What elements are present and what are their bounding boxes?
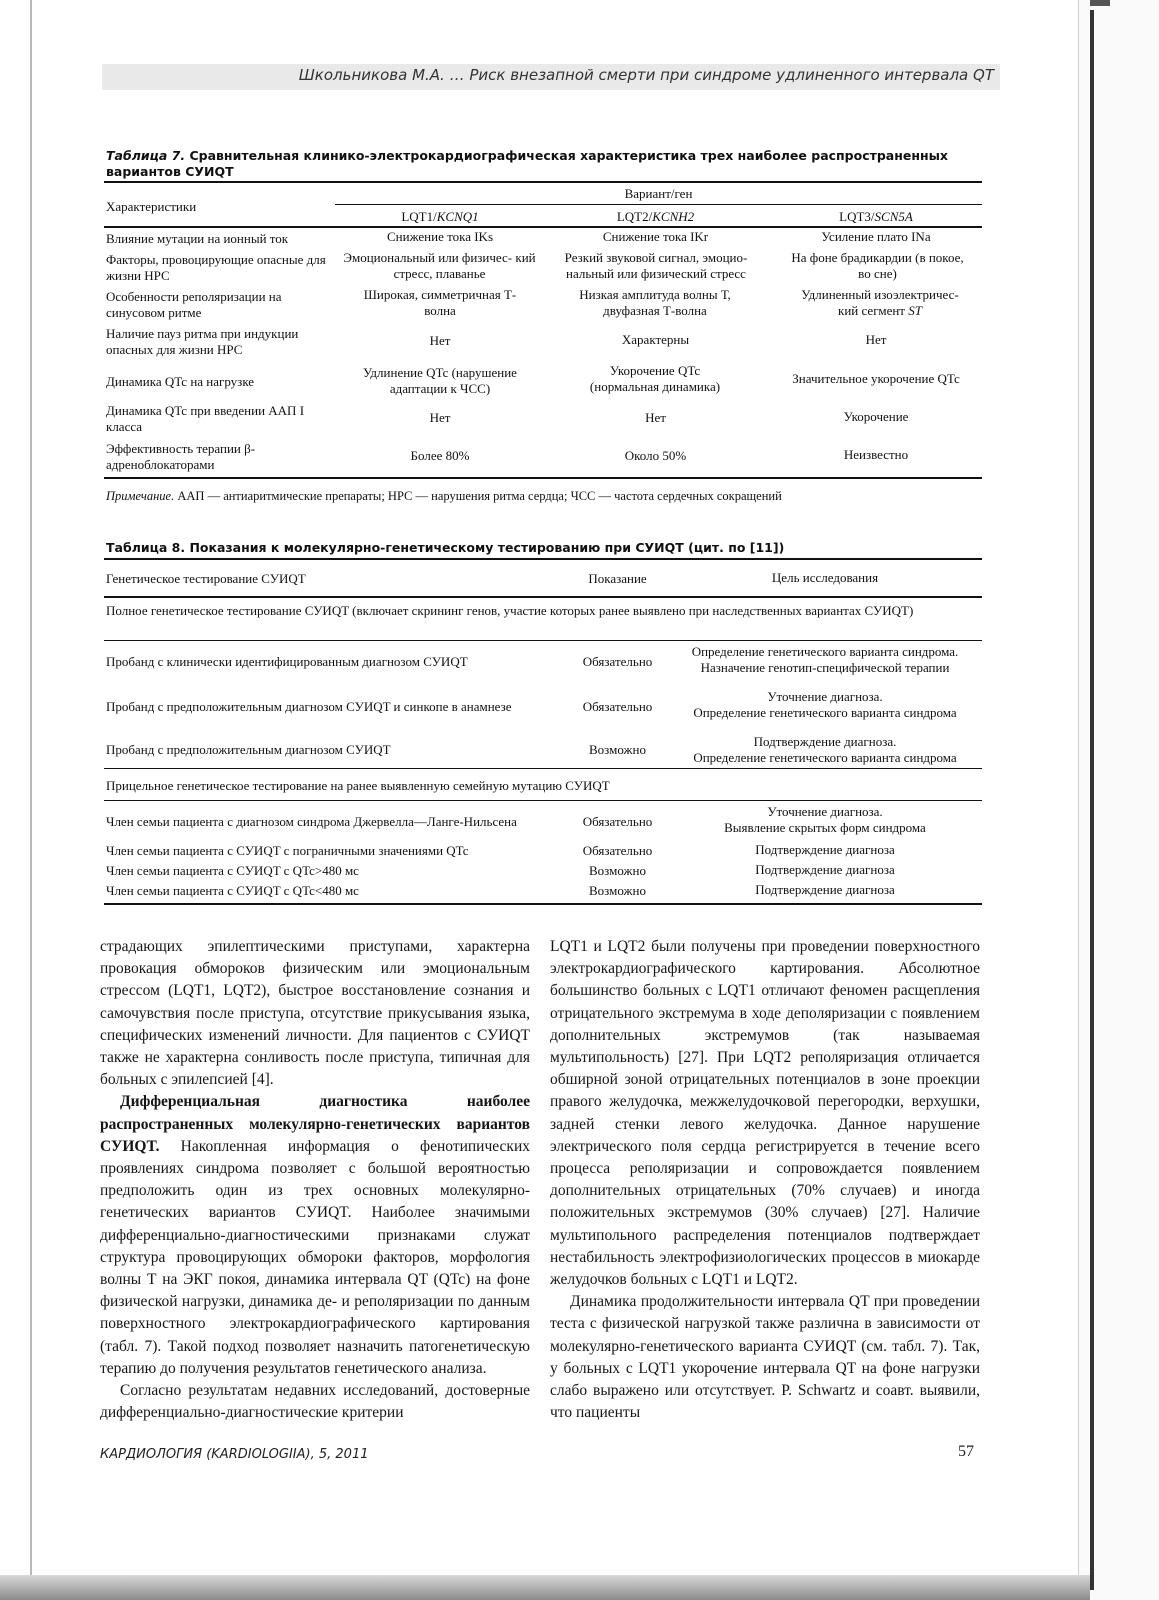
page-number: 57	[958, 1443, 974, 1460]
table7-caption-prefix: Таблица 7.	[106, 148, 186, 163]
table7-row-label: Влияние мутации на ионный ток	[106, 231, 289, 246]
table7-cell-lqt1: Нет	[429, 333, 451, 348]
table7-cell-lqt2: Низкая амплитуда волны Т, двуфазная Т-волна	[579, 287, 731, 318]
body-column-right	[550, 936, 980, 1424]
table7-note	[106, 489, 986, 504]
table8-row-indication: Обязательно	[582, 843, 653, 858]
table8-row-who: Пробанд с клинически идентифицированным диагнозом СУИQT	[106, 654, 468, 669]
table7-row-label: Факторы, провоцирующие опасные для жизни НРС	[106, 252, 326, 283]
table7-cell-lqt3: Значительное укорочение QTc	[792, 371, 960, 386]
table8-row-indication: Возможно	[589, 863, 646, 878]
table7-header-lqt1: LQT1/KCNQ1	[401, 209, 479, 224]
body-column-left	[100, 936, 530, 1424]
table7-row-label: Динамика QTc при введении ААП I класса	[106, 403, 305, 434]
table8-row-goal: Уточнение диагноза. Выявление скрытых форм синдрома	[724, 804, 926, 835]
scan-corner	[1090, 0, 1110, 6]
table7-note-label: Примечание.	[106, 489, 175, 503]
table8-row-goal: Подтверждение диагноза	[755, 882, 895, 897]
table8-header-rule	[104, 596, 982, 598]
table7-header-variant: Вариант/ген	[624, 186, 693, 201]
table7-caption	[106, 148, 986, 180]
table7-cell-lqt2: Укорочение QTc (нормальная динамика)	[589, 363, 721, 394]
table7-top-rule	[104, 181, 982, 183]
table8-row-indication: Обязательно	[582, 654, 653, 669]
journal-footer: КАРДИОЛОГИЯ (KARDIOLOGIIA), 5, 2011	[100, 1447, 369, 1462]
table8-row-goal: Подтверждение диагноза. Определение генетического варианта синдрома	[693, 734, 957, 765]
table8-row-who: Член семьи пациента с СУИQT с QTc>480 мс	[106, 863, 359, 878]
scan-shadow-bottom	[0, 1575, 1090, 1600]
table7-cell-lqt1: Удлинение QTc (нарушение адаптации к ЧСС)	[363, 365, 517, 396]
table7-cell-lqt1: Широкая, симметричная Т-волна	[363, 287, 517, 318]
table8-row-indication: Обязательно	[582, 814, 653, 829]
table7-cell-lqt1: Снижение тока IKs	[386, 229, 494, 244]
table7-cell-lqt1: Эмоциональный или физичес- кий стресс, плаванье	[343, 250, 536, 281]
table8-row-indication: Возможно	[589, 883, 646, 898]
body-paragraph: страдающих эпилептическими приступами, характерна провокация обмороков физическим или эмоциональным стрессом (LQT1, LQT2), быстрое восстановление сознания и самочувствия после приступа, отсутствие прикусывания языка, специфических изменений личности. Для пациентов с СУИQT также не характерна сонливость после приступа, типичная для больных с эпилепсией [4].	[100, 938, 530, 1089]
body-paragraph: LQT1 и LQT2 были получены при проведении поверхностного электрокардиографического картирования. Абсолютное большинство больных с LQT1 отличают феномен расщепления отрицательного экстремума в ходе деполяризации с появлением дополнительных экстремумов (так называемая мультипольность) [27]. При LQT2 реполяризация отличается обширной зоной отрицательных потенциалов в зоне проекции правого желудочка, межжелудочковой перегородки, верхушки, задней стенки левого желудочка. Данное нарушение электрического поля сердца регистрируется в течение всего процесса реполяризации и сопровождается появлением дополнительных отрицательных (70% случаев) и иногда положительных экстремумов (30% случаев) [27]. Наличие мультипольного распределения потенциалов подтверждает нестабильность электрофизиологических процессов в миокарде желудочков больных с LQT1 и LQT2.	[550, 938, 980, 1289]
table8-section2-top-rule	[104, 768, 982, 769]
table7-bottom-rule	[104, 477, 982, 479]
table7-cell-lqt2: Около 50%	[624, 448, 687, 463]
table7-group-rule	[335, 204, 982, 205]
running-head: Школьникова М.А. … Риск внезапной смерти при синдроме удлиненного интервала QT	[298, 66, 994, 84]
table8-row-indication: Возможно	[589, 742, 646, 757]
scan-edge-left	[30, 0, 32, 1600]
table7-header-characteristics: Характеристики	[106, 199, 197, 214]
body-paragraph: Динамика продолжительности интервала QT при проведении теста с физической нагрузкой также различна в зависимости от молекулярно-генетического варианта СУИQT (см. табл. 7). Так, у больных с LQT1 укорочение интервала QT на фоне нагрузки слабо выражено или отсутствует. P. Schwartz и соавт. выявили, что пациенты	[550, 1293, 980, 1422]
table8-section-full: Полное генетическое тестирование СУИQT (включает скрининг генов, участие которых ранее выявлено при наследственных вариантах СУИQT)	[106, 603, 914, 618]
table8-row-indication: Обязательно	[582, 699, 653, 714]
table8-row-who: Пробанд с предположительным диагнозом СУИQT и синкопе в анамнезе	[106, 699, 512, 714]
table8-row-who: Член семьи пациента с СУИQT с пограничными значениями QTc	[106, 843, 469, 858]
table8-caption: Таблица 8. Показания к молекулярно-генетическому тестированию при СУИQT (цит. по [11])	[106, 540, 785, 555]
table7-header-lqt3: LQT3/SCN5A	[839, 209, 913, 224]
table8-section-targeted: Прицельное генетическое тестирование на ранее выявленную семейную мутацию СУИQT	[106, 778, 610, 793]
table7-cell-lqt2: Нет	[645, 410, 666, 425]
table8-row-goal: Подтверждение диагноза	[755, 842, 895, 857]
table7-cell-lqt2: Снижение тока IKr	[602, 229, 709, 244]
table8-row-who: Член семьи пациента с СУИQT с QTc<480 мс	[106, 883, 359, 898]
body-paragraph: Согласно результатам недавних исследований, достоверные дифференциально-диагностические критерии	[100, 1382, 530, 1422]
table8-row-goal: Подтверждение диагноза	[755, 862, 895, 877]
table7-header-rule	[104, 226, 982, 228]
table7-row-label: Динамика QTc на нагрузке	[106, 374, 255, 389]
table7-cell-lqt3: Неизвестно	[843, 447, 909, 462]
table7-row-label: Особенности реполяризации на синусовом ритме	[106, 289, 282, 320]
table7-cell-lqt3: Укорочение	[843, 409, 909, 424]
table8-row-goal: Уточнение диагноза. Определение генетического варианта синдрома	[693, 689, 957, 720]
table7-cell-lqt2: Характерны	[621, 332, 690, 347]
body-paragraph: Дифференциальная диагностика наиболее распространенных молекулярно-генетических вариантов СУИQT. Накопленная информация о фенотипических проявлениях синдрома позволяет с большой вероятностью предположить один из трех основных молекулярно-генетических вариантов СУИQT. Наиболее значимыми дифференциально-диагностическими признаками служат структура провоцирующих обмороки факторов, морфология волны Т на ЭКГ покоя, динамика интервала QT (QTc) на фоне физической нагрузки, динамика де- и реполяризации по данным поверхностного электрокардиографического картирования (табл. 7). Такой подход позволяет назначить патогенетическую терапию до получения результатов генетического анализа.	[100, 1093, 530, 1377]
table7-cell-lqt3: Удлиненный изоэлектричес- кий сегмент ST	[801, 287, 959, 318]
table8-header-testing: Генетическое тестирование СУИQT	[106, 571, 306, 586]
scan-shadow-right	[1090, 10, 1094, 1590]
table8-row-goal: Определение генетического варианта синдрома. Назначение генотип-специфической терапии	[691, 644, 959, 675]
table8-section1-rule	[104, 640, 982, 641]
table7-row-label: Наличие пауз ритма при индукции опасных для жизни НРС	[106, 326, 299, 357]
table7-header-lqt2: LQT2/KCNH2	[616, 209, 695, 224]
table8-top-rule	[104, 558, 982, 560]
table7-caption-text: Сравнительная клинико-электрокардиографическая характеристика трех наиболее распространенных вариантов СУИQT	[106, 148, 948, 179]
table8-row-who: Член семьи пациента с диагнозом синдрома Джервелла—Ланге-Нильсена	[106, 814, 517, 829]
table7-cell-lqt3: На фоне брадикардии (в покое, во сне)	[791, 250, 964, 281]
table7-cell-lqt2: Резкий звуковой сигнал, эмоцио- нальный или физический стресс	[564, 250, 748, 281]
table7-cell-lqt3: Усиление плато INa	[821, 229, 931, 244]
table8-bottom-rule	[104, 903, 982, 905]
section-heading: Дифференциальная диагностика наиболее распространенных молекулярно-генетических вариантов СУИQT.	[100, 1093, 530, 1155]
table8-header-goal: Цель исследования	[771, 570, 879, 585]
table7-row-label: Эффективность терапии β-адреноблокаторами	[106, 441, 256, 472]
table7-note-text: ААП — антиаритмические препараты; НРС — нарушения ритма сердца; ЧСС — частота сердечных сокращений	[177, 489, 782, 503]
table8-header-indication: Показание	[588, 571, 647, 586]
table7-cell-lqt1: Более 80%	[410, 448, 470, 463]
table8-row-who: Пробанд с предположительным диагнозом СУИQT	[106, 742, 391, 757]
table7-cell-lqt3: Нет	[865, 332, 887, 347]
table8-section2-rule	[104, 800, 982, 801]
table7-cell-lqt1: Нет	[429, 410, 451, 425]
